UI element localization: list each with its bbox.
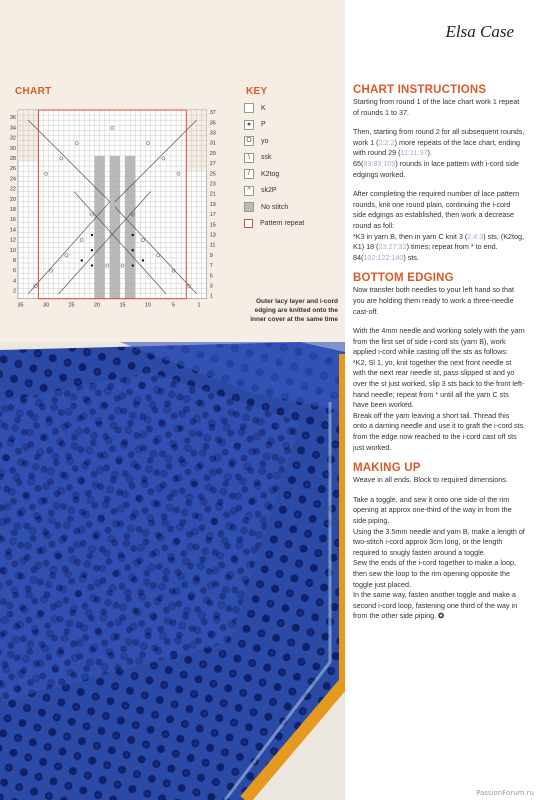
key-symbol-icon: / (244, 169, 254, 179)
row-label: 7 (209, 263, 213, 270)
instruction-text: Sew the ends of the i-cord together to make a loop, then sew the loop to the rim opening opposite the toggle just placed. (353, 558, 517, 589)
row-label: 36 (9, 115, 16, 122)
chart-key (244, 100, 344, 232)
row-label: 6 (12, 268, 16, 275)
row-label: 17 (209, 212, 216, 219)
row-label: 11 (209, 242, 216, 249)
instruction-text: *K3 in yarn B, then in yarn C knit 3 ( (353, 231, 468, 241)
purl-mark (132, 264, 134, 266)
key-label: No stitch (261, 203, 289, 211)
instruction-paragraph (353, 326, 525, 453)
instruction-text: Now transfer both needles to your left hand so that you are holding them ready to work a three-needle cast-off. (353, 285, 515, 316)
key-label: sk2P (261, 187, 277, 195)
row-label: 16 (9, 217, 16, 224)
instruction-text: Break off the yarn leaving a short tail. Thread this onto a darning needle and use it to graft the i-cord sts from the edge now reached to the i-cord cast off sts just worked. (353, 410, 524, 452)
column-label: 10 (144, 302, 152, 309)
instruction-text: ). (427, 148, 432, 158)
chart-note: Outer lacy layer and i-cord edging are knitted onto the inner cover at the same time (250, 298, 338, 323)
row-label: 33 (209, 130, 216, 137)
instruction-text: ) sts, (K2tog, K1) 18 ( (353, 231, 525, 252)
instruction-text: Take a toggle, and sew it onto one side of the rim opening at approx one-third of the way in from the side piping. (353, 494, 512, 525)
key-item (244, 183, 344, 200)
row-label: 9 (209, 252, 213, 259)
row-label: 15 (209, 222, 216, 229)
key-title: KEY (246, 86, 268, 97)
size-variant-text: 23:27:32 (378, 242, 407, 252)
column-label: 15 (119, 302, 126, 309)
key-label: Pattern repeat (260, 220, 305, 228)
row-label: 5 (209, 273, 213, 280)
row-label: 8 (12, 257, 16, 264)
instruction-text: 65( (353, 158, 364, 168)
key-item (244, 199, 344, 216)
row-label: 24 (9, 176, 16, 183)
row-label: 37 (209, 110, 216, 117)
instruction-text: In the same way, fasten another toggle and make a second i-cord loop, fastening one third of the way in from the other side piping. (353, 590, 518, 621)
row-label: 28 (9, 155, 16, 162)
key-item (244, 133, 344, 150)
row-label: 4 (12, 278, 16, 285)
row-label: 18 (9, 206, 16, 213)
column-label: 20 (93, 302, 101, 309)
key-label: P (261, 121, 266, 129)
key-label: yo (261, 137, 269, 145)
watermark: PassionForum.ru (476, 789, 534, 797)
row-label: 34 (9, 125, 16, 132)
size-variant-text: 102:122:140 (363, 252, 404, 262)
purl-mark (81, 259, 83, 261)
size-variant-text: 2:2:2 (378, 137, 395, 147)
size-variant-text: 83:83:109 (363, 158, 396, 168)
row-label: 29 (209, 150, 216, 157)
row-label: 10 (9, 247, 16, 254)
row-label: 21 (209, 191, 216, 198)
instruction-text: Using the 3.5mm needle and yarn B, make a length of two-stitch i-cord approx 3cm long, or the length required to snugly fasten around a toggle. (353, 526, 525, 557)
lace-chart (6, 100, 236, 330)
key-label: ssk (261, 154, 272, 162)
key-symbol-icon (244, 103, 254, 113)
purl-mark (91, 264, 93, 266)
column-label: 1 (197, 302, 201, 309)
instruction-text: Starting from round 1 of the lace chart work 1 repeat of rounds 1 to 37. (353, 97, 520, 117)
key-label: K (261, 104, 266, 112)
row-label: 13 (209, 232, 216, 239)
lace-case-photo (0, 342, 345, 800)
row-label: 23 (209, 181, 216, 188)
row-label: 27 (209, 161, 216, 168)
row-label: 3 (209, 283, 213, 290)
key-symbol-icon (244, 202, 254, 212)
column-label: 5 (172, 302, 176, 309)
row-label: 25 (209, 171, 216, 178)
key-item (244, 216, 344, 233)
instruction-paragraph (353, 475, 525, 486)
column-label: 25 (68, 302, 75, 309)
key-label: K2tog (261, 170, 280, 178)
row-label: 1 (209, 293, 213, 300)
instruction-text: With the 4mm needle and working solely with the yarn from the first set of side i-cord sts (yarn B), work applied i-cord while casting off the sts as follows: (353, 326, 525, 357)
key-item (244, 117, 344, 134)
row-label: 12 (9, 237, 16, 244)
instruction-text: ) sts. (403, 252, 419, 262)
key-symbol-icon: ^ (244, 186, 254, 196)
instruction-paragraph (353, 189, 525, 263)
section-heading: CHART INSTRUCTIONS (353, 84, 487, 96)
instruction-text: ) rounds in lace pattern with i-cord side edgings worked. (353, 158, 519, 179)
row-label: 22 (9, 186, 16, 193)
key-symbol-icon: \ (244, 153, 254, 163)
purl-mark (91, 249, 93, 251)
purl-mark (132, 234, 134, 236)
row-label: 35 (209, 120, 216, 127)
row-label: 32 (9, 135, 16, 142)
row-label: 19 (209, 201, 216, 208)
purl-mark (91, 234, 93, 236)
size-variant-text: 2:4:3 (467, 231, 484, 241)
column-label: 30 (42, 302, 50, 309)
page-title: Elsa Case (445, 22, 514, 41)
instruction-paragraph (353, 285, 525, 317)
key-symbol-icon (244, 219, 253, 228)
end-mark-icon: ✪ (436, 611, 445, 621)
instruction-paragraph (353, 495, 525, 622)
key-item (244, 166, 344, 183)
key-symbol-icon: ● (244, 120, 254, 130)
row-label: 20 (9, 196, 16, 203)
instruction-text: ) times; repeat from * to end. 84( (353, 242, 498, 262)
row-label: 26 (9, 166, 16, 173)
instruction-text: After completing the required number of lace pattern rounds, knit one round plain, continuing the i-cord side edgings as established, then work a decrease round as foll: (353, 189, 520, 230)
column-label: 35 (17, 302, 24, 309)
purl-mark (142, 259, 144, 261)
key-symbol-icon: O (244, 136, 254, 146)
section-heading: BOTTOM EDGING (353, 272, 454, 285)
row-label: 2 (12, 288, 16, 295)
row-label: 30 (9, 145, 16, 152)
section-heading: MAKING UP (353, 462, 421, 475)
row-label: 14 (9, 227, 16, 234)
instruction-paragraph (353, 97, 525, 118)
key-item (244, 150, 344, 167)
row-label: 31 (209, 140, 216, 147)
instruction-text: Then, starting from round 2 for all subsequent rounds, work 1 ( (353, 127, 525, 147)
key-item (244, 100, 344, 117)
instruction-text: ) more repeats of the lace chart, ending with round 29 ( (353, 137, 521, 158)
instruction-text: Weave in all ends. Block to required dimensions. (353, 475, 508, 485)
instruction-paragraph (353, 127, 525, 180)
chart-title: CHART (15, 86, 52, 97)
instructions-column (353, 84, 525, 631)
instruction-text: *K2, Sl 1, yo, knit together the next front needle st with the next rear needle st, pass slipped st and yo over the st just worked, slip 3 sts back to the front left-hand needle; repeat from * until all the yarn C sts have been worked. (353, 357, 525, 410)
size-variant-text: 11:11:37 (400, 148, 428, 158)
purl-mark (132, 249, 134, 251)
